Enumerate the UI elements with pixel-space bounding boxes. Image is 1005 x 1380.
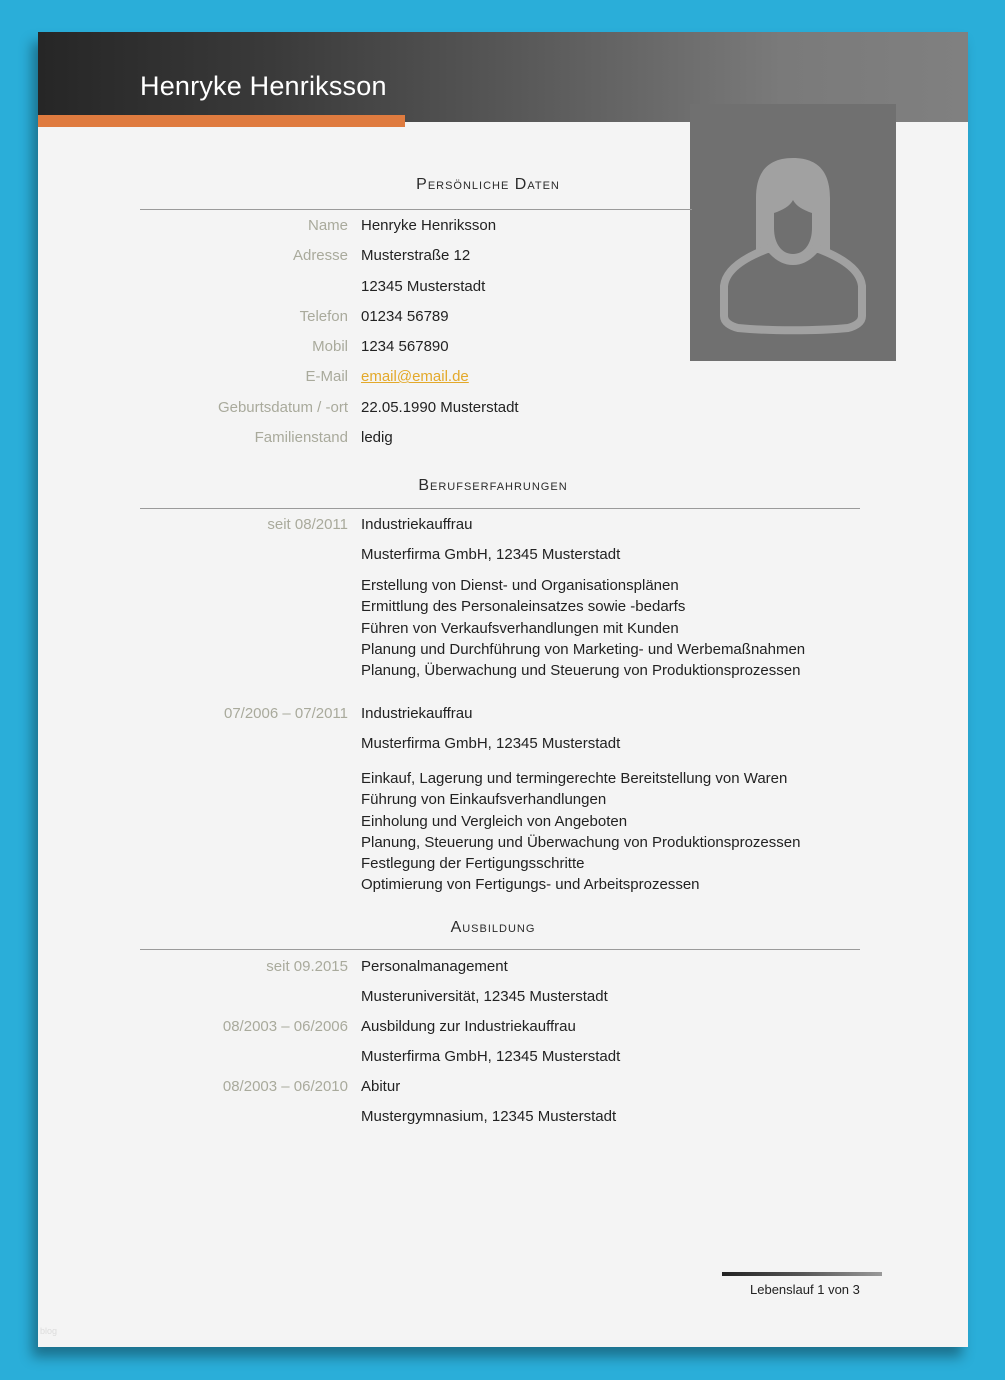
- task-item: Führen von Verkaufsverhandlungen mit Kunden: [361, 619, 679, 637]
- field-label-email: E-Mail: [305, 368, 348, 385]
- entry-date: 08/2003 – 06/2006: [222, 1018, 348, 1035]
- entry-task-list: [361, 768, 800, 896]
- task-item: Ermittlung des Personaleinsatzes sowie -bedarfs: [361, 598, 686, 616]
- email-value-wrapper: [361, 368, 469, 385]
- section-title-personal: Persönliche Daten: [416, 176, 560, 193]
- entry-position: Industriekauffrau: [361, 516, 473, 533]
- task-item: Einkauf, Lagerung und termingerechte Bereitstellung von Waren: [361, 770, 788, 787]
- field-label-address: Adresse: [292, 247, 348, 264]
- field-value-phone: 01234 56789: [361, 308, 449, 325]
- resume-page: [38, 32, 968, 1347]
- task-item: Planung, Steuerung und Überwachung von Produktionsprozessen: [361, 833, 801, 851]
- entry-institution: Mustergymnasium, 12345 Musterstadt: [361, 1108, 617, 1125]
- page-number-label: Lebenslauf 1 von 3: [750, 1282, 860, 1297]
- field-value-city: 12345 Musterstadt: [361, 278, 486, 295]
- field-value-marital: ledig: [361, 429, 393, 446]
- entry-task-list: [361, 575, 805, 681]
- section-divider: [140, 209, 692, 210]
- entry-date: seit 09.2015: [266, 958, 348, 975]
- female-user-silhouette-icon: [708, 128, 878, 338]
- section-divider: [140, 508, 860, 509]
- section-divider: [140, 949, 860, 950]
- entry-title: Personalmanagement: [361, 958, 508, 975]
- entry-title: Abitur: [361, 1078, 401, 1095]
- field-value-name: Henryke Henriksson: [361, 217, 497, 234]
- field-label-mobile: Mobil: [312, 338, 348, 355]
- field-label-phone: Telefon: [299, 308, 348, 325]
- watermark: blog: [40, 1326, 58, 1336]
- email-link[interactable]: email@email.de: [361, 368, 469, 385]
- header-accent-bar: [38, 115, 405, 127]
- task-item: Planung und Durchführung von Marketing- und Werbemaßnahmen: [361, 640, 806, 658]
- entry-date: seit 08/2011: [267, 516, 348, 533]
- section-title-education: Ausbildung: [450, 919, 536, 936]
- entry-company: Musterfirma GmbH, 12345 Musterstadt: [361, 735, 621, 752]
- entry-company: Musterfirma GmbH, 12345 Musterstadt: [361, 546, 621, 563]
- field-value-mobile: 1234 567890: [361, 338, 449, 355]
- field-value-birth: 22.05.1990 Musterstadt: [361, 399, 519, 416]
- task-item: Erstellung von Dienst- und Organisationsplänen: [361, 577, 679, 594]
- entry-position: Industriekauffrau: [361, 705, 473, 722]
- task-item: Einholung und Vergleich von Angeboten: [361, 812, 628, 830]
- entry-institution: Musterfirma GmbH, 12345 Musterstadt: [361, 1048, 621, 1065]
- field-label-birth: Geburtsdatum / -ort: [217, 399, 348, 416]
- section-title-experience: Berufserfahrungen: [418, 477, 568, 494]
- task-item: Führung von Einkaufsverhandlungen: [361, 791, 607, 809]
- applicant-name-heading: Henryke Henriksson: [140, 71, 387, 101]
- task-item: Festlegung der Fertigungsschritte: [361, 855, 585, 873]
- task-item: Planung, Überwachung und Steuerung von Produktionsprozessen: [361, 662, 801, 680]
- task-item: Optimierung von Fertigungs- und Arbeitsprozessen: [361, 876, 700, 894]
- field-value-street: Musterstraße 12: [361, 247, 471, 264]
- profile-photo-placeholder: [690, 104, 896, 361]
- entry-title: Ausbildung zur Industriekauffrau: [361, 1018, 576, 1035]
- entry-institution: Musteruniversität, 12345 Musterstadt: [361, 988, 608, 1005]
- entry-date: 08/2003 – 06/2010: [222, 1078, 348, 1095]
- field-label-marital: Familienstand: [254, 429, 348, 446]
- entry-date: 07/2006 – 07/2011: [223, 705, 348, 722]
- footer-bar: [722, 1272, 882, 1276]
- field-label-name: Name: [307, 217, 348, 234]
